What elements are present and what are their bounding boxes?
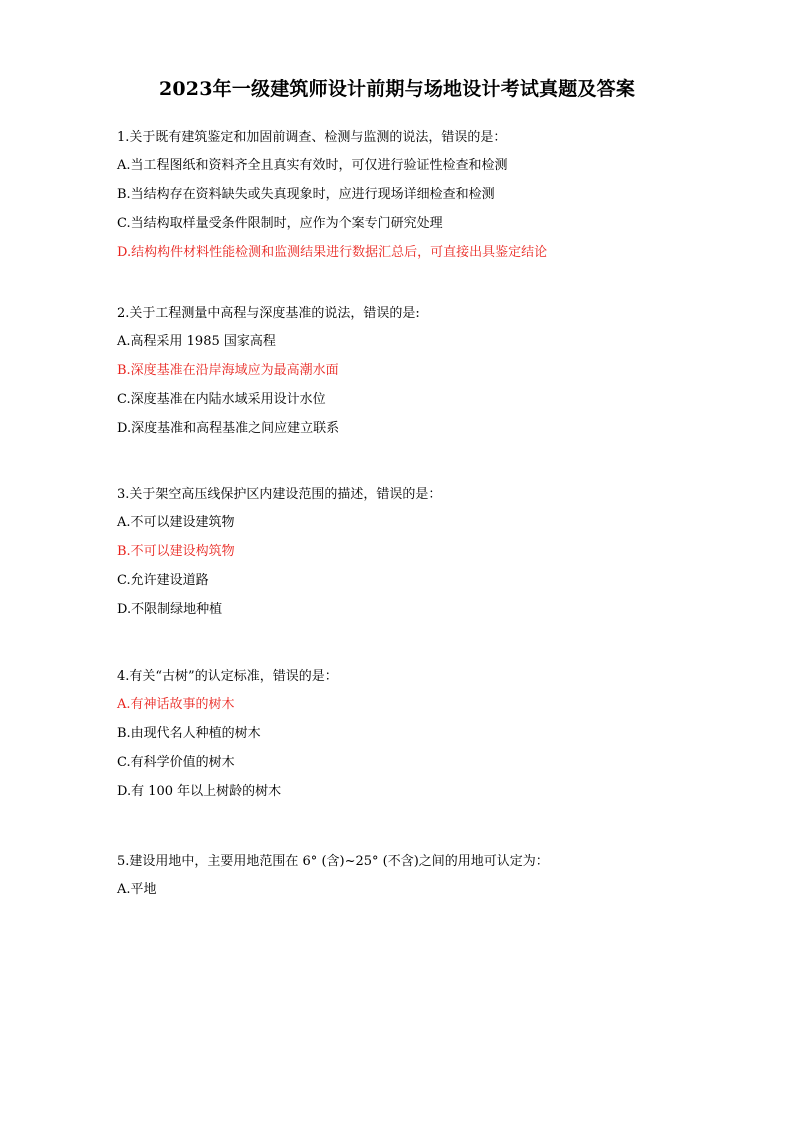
question-stem: 4.有关“古树”的认定标准，错误的是： xyxy=(117,669,338,684)
option-a: A.高程采用 1985 国家高程 xyxy=(117,334,276,349)
question-1 xyxy=(117,129,757,262)
question-4 xyxy=(117,668,757,801)
option-d: D.深度基准和高程基准之间应建立联系 xyxy=(117,421,340,436)
option-b: B.由现代名人种植的树木 xyxy=(117,726,261,741)
option-c: C.允许建设道路 xyxy=(117,573,209,588)
question-2 xyxy=(117,305,757,438)
option-c: C.当结构取样量受条件限制时，应作为个案专门研究处理 xyxy=(117,216,443,231)
option-b: B.不可以建设构筑物 xyxy=(117,544,235,559)
option-d: D.结构构件材料性能检测和监测结果进行数据汇总后，可直接出具鉴定结论 xyxy=(117,245,548,260)
option-a: A.不可以建设建筑物 xyxy=(117,515,235,530)
option-d: D.不限制绿地种植 xyxy=(117,602,223,617)
option-c: C.有科学价值的树木 xyxy=(117,755,235,770)
question-3 xyxy=(117,486,757,619)
question-stem: 3.关于架空高压线保护区内建设范围的描述，错误的是： xyxy=(117,487,442,502)
page-title: 2023年一级建筑师设计前期与场地设计考试真题及答案 xyxy=(158,78,636,100)
option-b: B.深度基准在沿岸海域应为最高潮水面 xyxy=(117,363,339,378)
option-a: A.平地 xyxy=(117,882,157,897)
option-b: B.当结构存在资料缺失或失真现象时，应进行现场详细检查和检测 xyxy=(117,187,495,202)
question-stem: 2.关于工程测量中高程与深度基准的说法，错误的是: xyxy=(117,306,420,321)
option-a: A.有神话故事的树木 xyxy=(117,697,235,712)
option-d: D.有 100 年以上树龄的树木 xyxy=(117,784,282,799)
question-stem: 1.关于既有建筑鉴定和加固前调查、检测与监测的说法，错误的是： xyxy=(117,130,507,145)
question-stem: 5.建设用地中，主要用地范围在 6° (含)~25° (不含)之间的用地可认定为： xyxy=(117,854,549,869)
question-5 xyxy=(117,853,757,899)
option-a: A.当工程图纸和资料齐全且真实有效时，可仅进行验证性检查和检测 xyxy=(117,158,508,173)
option-c: C.深度基准在内陆水域采用设计水位 xyxy=(117,392,326,407)
